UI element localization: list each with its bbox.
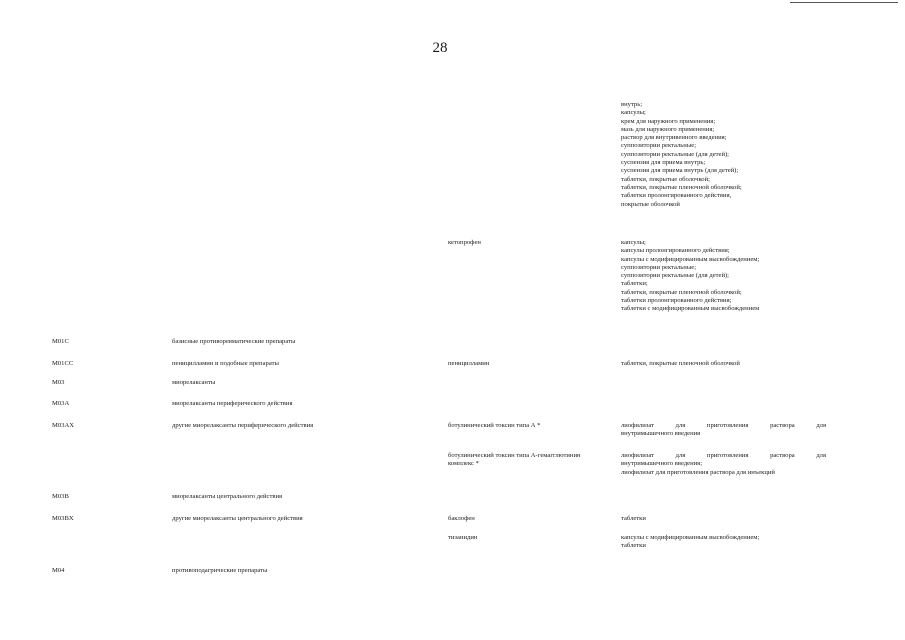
dosage-form-line: суппозитории ректальные (для детей); [621, 150, 730, 158]
dosage-form-line: лиофилизат для приготовления раствора для инъекций [621, 468, 775, 476]
anatomical-therapeutic-group: миорелаксанты центрального действия [172, 493, 283, 500]
dosage-form-line: внутримышечного введения; [621, 460, 703, 468]
dosage-form-line: таблетки [621, 542, 646, 550]
drug-name: ботулинический токсин типа А * [448, 422, 541, 429]
atc-code: M03BX [52, 515, 74, 522]
dosage-forms [621, 515, 826, 523]
dosage-form-line: суппозитории ректальные; [621, 142, 697, 150]
dosage-form-line: таблетки пролонгированного действия; [621, 297, 732, 305]
atc-code: M03A [52, 400, 70, 407]
top-rule [790, 2, 898, 3]
dosage-form-line: таблетки пролонгированного действия, [621, 192, 732, 200]
anatomical-therapeutic-group: противоподагрические препараты [172, 567, 268, 574]
dosage-forms [621, 239, 826, 314]
drug-name: тизанидин [448, 534, 478, 541]
drug-name: баклофен [448, 515, 475, 522]
atc-code: M03 [52, 379, 65, 386]
anatomical-therapeutic-group: базисные противоревматические препараты [172, 338, 296, 345]
dosage-form-line: внутрь; [621, 101, 643, 108]
dosage-form-line: капсулы с модифицированным высвобождением; [621, 534, 760, 541]
page-number: 28 [432, 40, 448, 56]
atc-code: M01CC [52, 360, 74, 367]
dosage-form-line: капсулы; [621, 239, 646, 246]
dosage-form-line: лиофилизат для приготовления раствора для [621, 422, 826, 429]
dosage-form-line: суспензия для приема внутрь; [621, 159, 706, 167]
atc-code: M03B [52, 493, 69, 500]
dosage-form-line: таблетки, покрытые оболочкой; [621, 175, 710, 183]
dosage-forms [621, 422, 826, 439]
anatomical-therapeutic-group: миорелаксанты [172, 379, 216, 386]
dosage-form-line: таблетки, покрытые пленочной оболочкой [621, 360, 740, 367]
dosage-forms [621, 452, 826, 477]
dosage-form-line: суппозитории ректальные; [621, 263, 697, 271]
atc-code: M03AX [52, 422, 74, 429]
drug-name: пеницилламин [448, 360, 490, 367]
dosage-form-line: капсулы пролонгированного действия; [621, 247, 730, 255]
dosage-form-line: капсулы с модифицированным высвобождением; [621, 255, 760, 263]
dosage-forms [621, 360, 826, 368]
anatomical-therapeutic-group: миорелаксанты периферического действия [172, 400, 293, 407]
anatomical-therapeutic-group: пеницилламин и подобные препараты [172, 360, 279, 367]
dosage-form-line: капсулы; [621, 109, 646, 117]
dosage-form-line: крем для наружного применения; [621, 117, 716, 125]
dosage-form-line: таблетки; [621, 280, 648, 288]
anatomical-therapeutic-group: другие миорелаксанты центрального действия [172, 515, 303, 522]
dosage-form-line: покрытые оболочкой [621, 200, 680, 208]
dosage-form-line: мазь для наружного применения; [621, 125, 715, 133]
dosage-forms [621, 101, 826, 209]
dosage-form-line: таблетки с модифицированным высвобождением [621, 305, 760, 313]
dosage-forms [621, 534, 826, 551]
atc-code: M04 [52, 567, 65, 574]
anatomical-therapeutic-group: другие миорелаксанты периферического действия [172, 422, 314, 429]
dosage-form-line: лиофилизат для приготовления раствора для [621, 452, 826, 459]
drug-name: кетопрофен [448, 239, 481, 246]
drug-name: ботулинический токсин типа А-гемагглютинин комплекс * [448, 452, 581, 468]
dosage-form-line: таблетки, покрытые пленочной оболочкой; [621, 288, 742, 296]
dosage-form-line: суппозитории ректальные (для детей); [621, 272, 730, 280]
dosage-form-line: внутримышечного введения [621, 430, 701, 438]
dosage-form-line: таблетки [621, 515, 646, 522]
dosage-form-line: таблетки, покрытые пленочной оболочкой; [621, 183, 742, 191]
atc-code: M01C [52, 338, 69, 345]
dosage-form-line: раствор для внутривенного введения; [621, 134, 727, 142]
dosage-form-line: суспензия для приема внутрь (для детей); [621, 167, 739, 175]
